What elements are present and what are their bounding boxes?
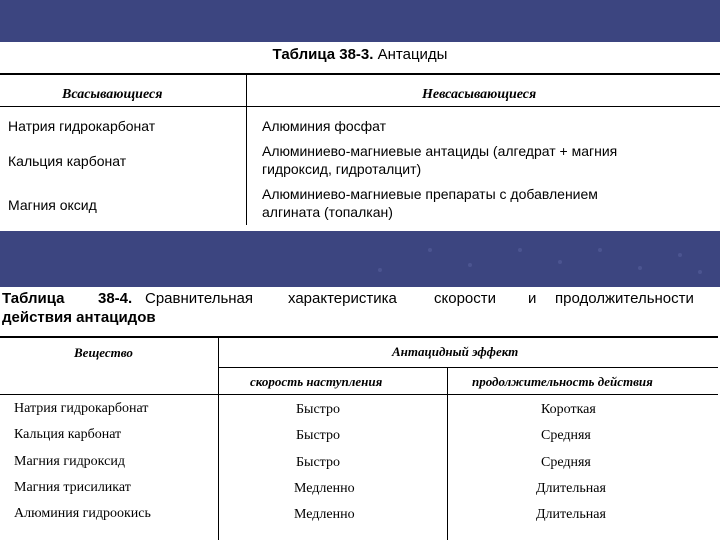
row-substance: Натрия гидрокарбонат (14, 401, 149, 416)
row-speed: Медленно (294, 507, 355, 522)
nonabsorbable-item: Алюминия фосфат (262, 118, 387, 134)
title-word: и (528, 290, 537, 307)
row-duration: Длительная (536, 507, 606, 522)
header-onset-speed: скорость наступления (250, 374, 383, 389)
title-word: характеристика (288, 290, 397, 307)
header-substance: Вещество (74, 345, 133, 360)
absorbable-item: Магния оксид (8, 197, 97, 213)
row-substance: Алюминия гидроокись (14, 506, 151, 521)
title-word: скорости (434, 290, 497, 307)
row-duration: Длительная (536, 481, 606, 496)
table-38-4-top-rule (0, 336, 718, 338)
row-speed: Медленно (294, 481, 355, 496)
header-antacid-effect: Антацидный эффект (392, 344, 519, 359)
table-38-3-name: Антациды (377, 46, 448, 63)
nonabsorbable-item-continued: алгината (топалкан) (262, 204, 393, 220)
title-line-2: действия антацидов (2, 309, 156, 326)
table-38-4-panel (0, 287, 720, 540)
column-divider-effect (447, 367, 448, 540)
title-word: Сравнительная (145, 290, 254, 307)
row-speed: Быстро (296, 455, 340, 470)
row-duration: Средняя (541, 455, 591, 470)
column-divider-substance (218, 338, 219, 540)
effect-subheader-rule (218, 367, 718, 368)
table-38-3-title (0, 46, 720, 63)
nonabsorbable-item: Алюминиево-магниевые антациды (алгедрат + магния (262, 143, 618, 159)
row-duration: Средняя (541, 428, 591, 443)
table-38-3-column-divider (246, 75, 247, 225)
row-substance: Магния гидроксид (14, 454, 125, 469)
absorbable-item: Натрия гидрокарбонат (8, 118, 156, 134)
table-38-3-number: Таблица 38-3. (272, 46, 374, 63)
header-absorbable: Всасывающиеся (62, 87, 163, 102)
table-38-3-panel (0, 42, 720, 231)
absorbable-item: Кальция карбонат (8, 153, 127, 169)
table-38-4-header-rule (0, 394, 718, 395)
title-word: Таблица (2, 290, 65, 307)
table-38-3-top-rule (0, 73, 720, 75)
title-word: продолжительности (555, 290, 694, 307)
nonabsorbable-item: Алюминиево-магниевые препараты с добавлением (262, 186, 598, 202)
header-duration: продолжительность действия (472, 374, 653, 389)
table-38-3-header-rule (0, 106, 720, 107)
header-nonabsorbable: Невсасывающиеся (422, 87, 537, 102)
row-speed: Быстро (296, 428, 340, 443)
row-substance: Кальция карбонат (14, 427, 122, 442)
row-speed: Быстро (296, 402, 340, 417)
row-duration: Короткая (541, 402, 596, 417)
nonabsorbable-item-continued: гидроксид, гидроталцит) (262, 161, 422, 177)
row-substance: Магния трисиликат (14, 480, 131, 495)
title-word: 38-4. (98, 290, 133, 307)
